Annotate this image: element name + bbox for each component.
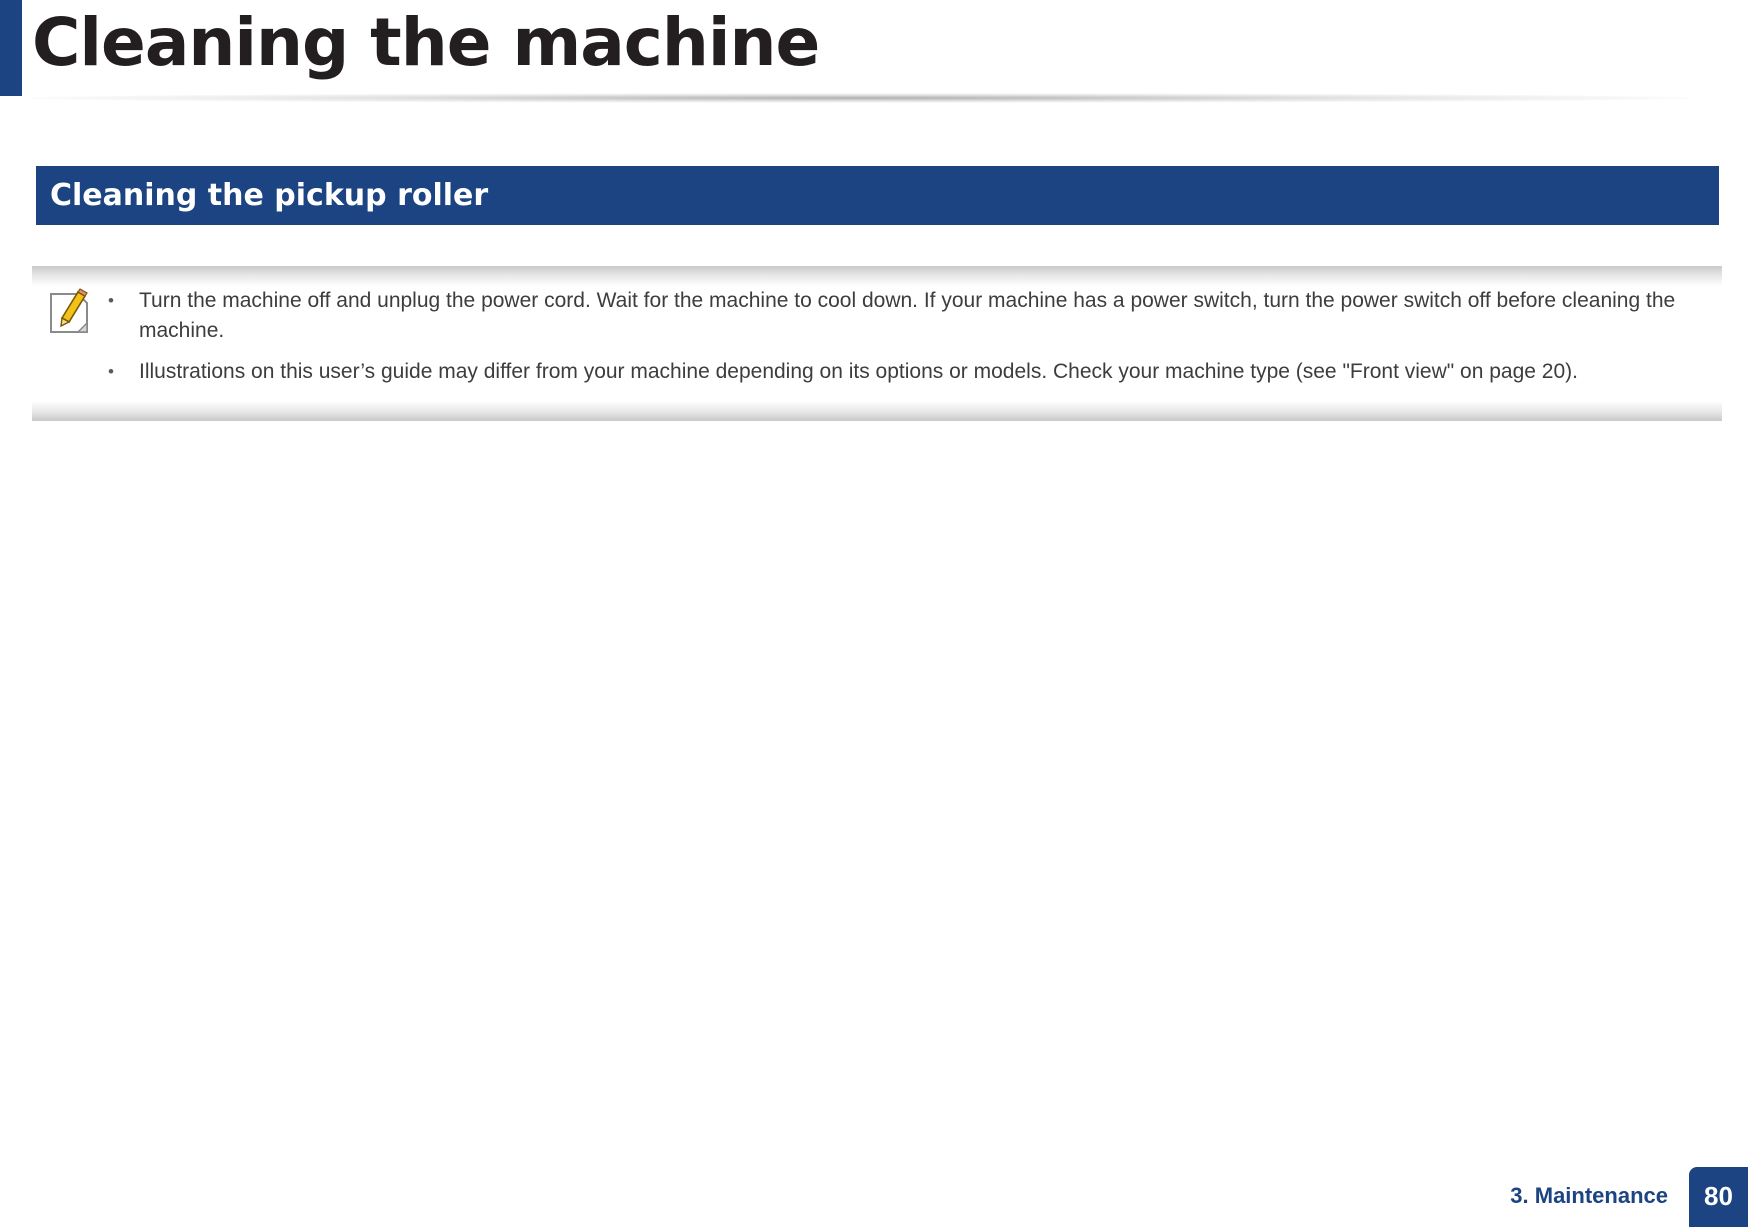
- note-list: [108, 286, 1708, 398]
- note-item: [108, 357, 1708, 387]
- section-title: Cleaning the pickup roller: [50, 178, 489, 213]
- note-item-text: Turn the machine off and unplug the power cord. Wait for the machine to cool down. If your machine has a power switch, turn the power switch off before cleaning the machine.: [139, 289, 1676, 342]
- footer-section-label: 3. Maintenance: [1510, 1183, 1668, 1208]
- note-item: [108, 286, 1708, 346]
- page-number-badge: 80: [1689, 1167, 1748, 1227]
- note-top-divider: [32, 266, 1722, 286]
- note-pencil-icon: [48, 288, 90, 336]
- bullet: •: [108, 362, 114, 381]
- title-divider: [30, 93, 1690, 103]
- page-title: Cleaning the machine: [32, 4, 820, 81]
- section-banner: [36, 166, 1719, 225]
- title-accent-bar: [0, 0, 22, 96]
- note-item-text: Illustrations on this user’s guide may differ from your machine depending on its options or models. Check your machine type (see "Front view" on page 20).: [139, 360, 1578, 383]
- note-bottom-divider: [32, 401, 1722, 421]
- bullet: •: [108, 291, 114, 310]
